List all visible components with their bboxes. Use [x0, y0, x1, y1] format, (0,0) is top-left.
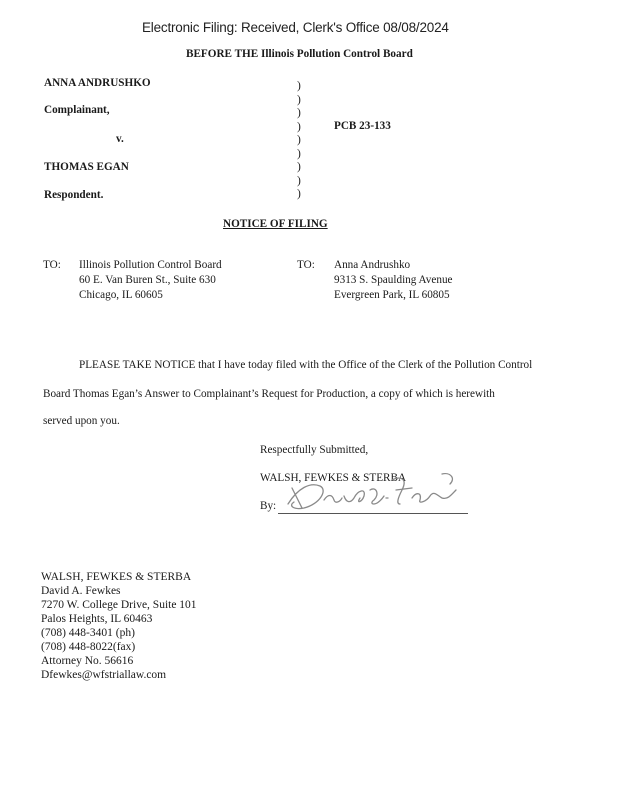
contact-phone: (708) 448-3401 (ph) [41, 627, 135, 639]
body-line: served upon you. [43, 415, 120, 427]
tribunal-heading: BEFORE THE Illinois Pollution Control Board [186, 48, 413, 60]
to-label: TO: [43, 259, 61, 271]
recipient-line: Anna Andrushko [334, 259, 411, 271]
contact-name: David A. Fewkes [41, 585, 121, 597]
contact-fax: (708) 448-8022(fax) [41, 641, 136, 653]
caption-parentheses: ) ) ) ) ) ) ) ) ) [297, 80, 301, 200]
by-label: By: [260, 500, 277, 512]
contact-address: 7270 W. College Drive, Suite 101 [41, 599, 197, 611]
handwritten-signature [280, 468, 470, 514]
to-label: TO: [297, 259, 315, 271]
filing-stamp: Electronic Filing: Received, Clerk's Office 08/08/2024 [142, 20, 449, 35]
recipient-line: 60 E. Van Buren St., Suite 630 [79, 274, 216, 286]
recipient-line: Evergreen Park, IL 60805 [334, 289, 450, 301]
respondent-name: THOMAS EGAN [44, 161, 129, 173]
notice-title: NOTICE OF FILING [223, 218, 328, 230]
body-line: Board Thomas Egan’s Answer to Complainant’s Request for Production, a copy of which is herewith [43, 388, 495, 400]
contact-email[interactable]: Dfewkes@wfstriallaw.com [41, 669, 167, 681]
case-number: PCB 23-133 [334, 120, 391, 132]
body-line: PLEASE TAKE NOTICE that I have today filed with the Office of the Clerk of the Pollution Control [79, 359, 533, 371]
closing-text: Respectfully Submitted, [260, 444, 369, 456]
complainant-name: ANNA ANDRUSHKO [44, 77, 151, 89]
recipient-line: Chicago, IL 60605 [79, 289, 163, 301]
attorney-number: Attorney No. 56616 [41, 655, 134, 667]
contact-city: Palos Heights, IL 60463 [41, 613, 153, 625]
contact-firm: WALSH, FEWKES & STERBA [41, 571, 192, 583]
recipient-line: Illinois Pollution Control Board [79, 259, 222, 271]
versus-label: v. [116, 133, 124, 145]
recipient-line: 9313 S. Spaulding Avenue [334, 274, 453, 286]
respondent-role: Respondent. [44, 189, 104, 201]
complainant-role: Complainant, [44, 104, 110, 116]
signature-firm: WALSH, FEWKES & STERBA [260, 472, 407, 484]
